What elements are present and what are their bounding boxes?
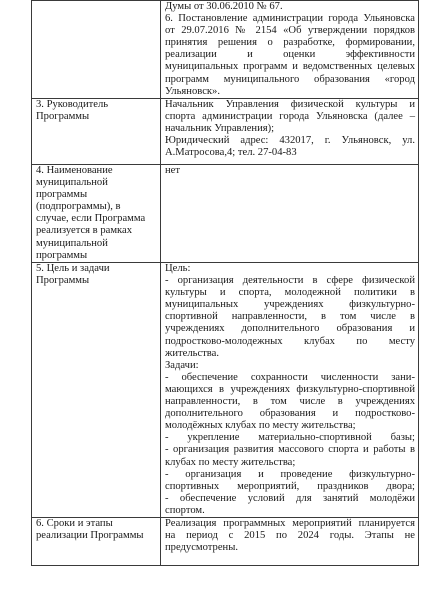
label-line: муниципальной [36,237,108,249]
content-line: клубах по месту жительства; [165,456,296,468]
content-line: дополнительного образования и подростково- [165,408,415,420]
content-line: жительства. [165,347,219,359]
label-line: 4. Наименование [36,165,113,176]
content-line: Думы от 30.06.2010 № 67. [165,1,283,12]
content-line: от 29.07.2016 № 2154 «Об утверждении порядков [165,25,415,37]
content-line: Ульяновск». [165,85,220,97]
row-content-cell [161,99,419,165]
content-line: молодёжных клубах по месту жительства; [165,420,356,432]
row-content-cell [161,165,419,263]
label-line: 5. Цель и задачи [36,263,110,274]
content-line: муниципальных учреждениях физкультурно- [165,299,415,311]
label-line: муниципальной [36,177,108,189]
content-line: А.Матросова,4; тел. 27-04-83 [165,147,297,159]
label-line: (подпрограммы), в [36,201,121,213]
content-line: предусмотрены. [165,542,238,554]
content-line: культуры и спорта, молодежной политики в [165,287,415,299]
content-line: - обеспечение сохранности численности зани- [165,371,415,383]
table-row [32,99,419,165]
content-line: спортивных мероприятий, праздников двора; [165,480,415,492]
content-line: - укрепление материально-спортивной базы; [165,432,415,444]
content-line: подростково-молодежных клубах по месту [165,335,415,347]
content-line: Цель: [165,263,191,274]
row-label-cell [32,165,161,263]
row-label-cell [32,1,161,99]
label-line: Программы [36,275,90,287]
label-line: случае, если Программа [36,213,146,225]
content-line: нет [165,165,181,176]
label-line: программы [36,249,88,261]
row-content-cell [161,263,419,518]
label-line: программы [36,189,88,201]
table-row [32,517,419,565]
content-line: на период с 2015 по 2024 годы. Этапы не [165,530,415,542]
content-line: Начальник Управления физической культуры и [165,99,415,110]
content-line: реализации и оценки эффективности [165,49,415,61]
table-row [32,1,419,99]
content-line: спорта администрации города Ульяновска (далее – [165,111,415,123]
row-label-cell [32,263,161,518]
row-content-cell [161,517,419,565]
label-line: Программы [36,111,90,123]
content-line: Юридический адрес: 432017, г. Ульяновск, ул. [165,135,415,147]
content-line: программ муниципального образования «город [165,73,415,85]
content-line: Реализация программных мероприятий планируется [165,517,415,529]
content-line: спортом. [165,504,205,516]
row-label-cell [32,99,161,165]
label-line: 6. Сроки и этапы [36,517,113,529]
content-line: учреждениях дополнительного образования и [165,323,415,335]
table-row [32,263,419,518]
content-line: Задачи: [165,359,199,371]
content-line: мающихся в учреждениях физкультурно-спортивной [165,383,415,395]
label-line: реализации Программы [36,530,144,542]
content-line: - организация и проведение физкультурно- [165,468,415,480]
label-line: реализуется в рамках [36,225,133,237]
table-row [32,165,419,263]
row-content-cell [161,1,419,99]
content-line: - организация развития массового спорта и работы в [165,444,415,456]
content-line: 6. Постановление администрации города Ульяновска [165,13,415,25]
row-label-cell [32,517,161,565]
content-line: начальник Управления); [165,123,275,135]
content-line: муниципальных программ и ведомственных целевых [165,61,415,73]
label-line: 3. Руководитель [36,99,109,110]
content-line: спортивной направленности, в том числе в [165,311,415,323]
content-line: принятия решения о разработке, формировании, [165,37,415,49]
content-line: - организация деятельности в сфере физической [165,275,415,287]
program-passport-table [31,0,419,566]
content-line: - обеспечение условий для занятий молодёжи [165,492,415,504]
content-line: направленности, в том числе в учреждениях [165,396,415,408]
